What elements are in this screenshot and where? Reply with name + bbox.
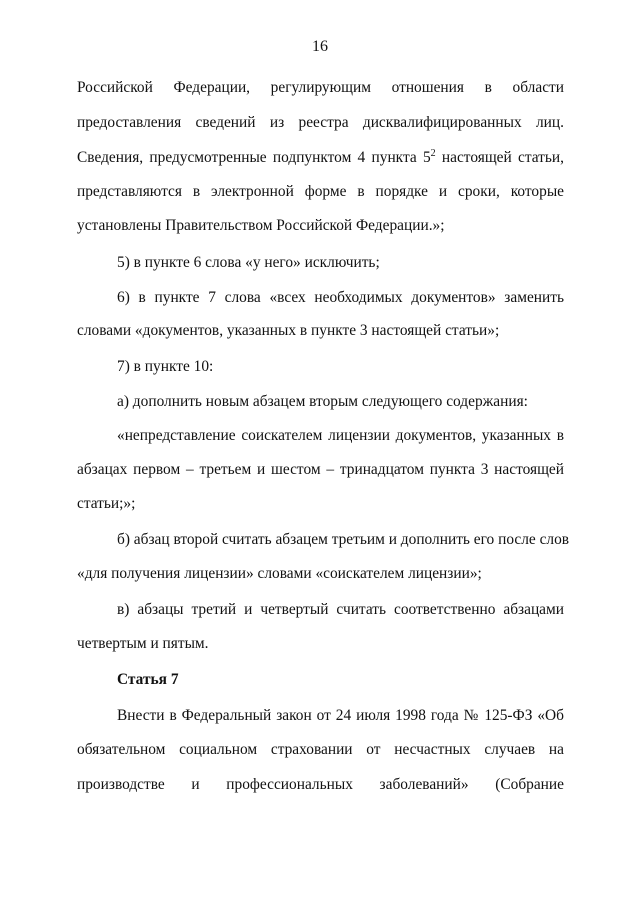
text-line: в) абзацы третий и четвертый считать соответственно абзацами <box>117 601 564 618</box>
text-line: 5) в пункте 6 слова «у него» исключить; <box>117 254 380 271</box>
text-line <box>77 148 564 168</box>
superscript: 2 <box>430 148 436 159</box>
text-line: представляются в электронной форме в порядке и сроки, которые <box>77 183 564 200</box>
text-line: производстве и профессиональных заболеваний» (Собрание <box>77 776 564 793</box>
text-line-part: настоящей статьи, <box>435 149 564 166</box>
text-line: предоставления сведений из реестра дисквалифицированных лиц. <box>77 114 564 131</box>
text-line: а) дополнить новым абзацем вторым следующего содержания: <box>117 393 528 410</box>
text-line: 6) в пункте 7 слова «всех необходимых документов» заменить <box>117 289 564 306</box>
text-line: 7) в пункте 10: <box>117 358 214 375</box>
text-line: «непредставление соискателем лицензии документов, указанных в <box>117 427 564 444</box>
text-line: Российской Федерации, регулирующим отношения в области <box>77 79 564 96</box>
text-line-part: Сведения, предусмотренные подпунктом 4 пункта 5 <box>77 149 431 166</box>
text-line: обязательном социальном страховании от несчастных случаев на <box>77 741 564 758</box>
text-line: четвертым и пятым. <box>77 635 209 652</box>
page-number: 16 <box>312 38 328 55</box>
text-line: словами «документов, указанных в пункте 3 настоящей статьи»; <box>77 322 500 339</box>
text-line: статьи;»; <box>77 495 136 512</box>
article-heading: Статья 7 <box>117 671 179 688</box>
text-line: абзацах первом – третьем и шестом – тринадцатом пункта 3 настоящей <box>77 461 564 478</box>
text-line: установлены Правительством Российской Федерации.»; <box>77 217 445 234</box>
text-line: Внести в Федеральный закон от 24 июля 1998 года № 125-ФЗ «Об <box>117 707 564 724</box>
text-line: б) абзац второй считать абзацем третьим и дополнить его после слов <box>117 531 570 548</box>
text-line: «для получения лицензии» словами «соискателем лицензии»; <box>77 565 482 582</box>
